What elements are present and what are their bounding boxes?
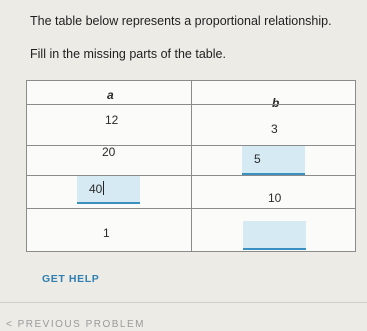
answer-input-b-row-4[interactable] <box>243 221 306 250</box>
column-divider <box>191 81 192 251</box>
previous-problem-link[interactable]: < PREVIOUS PROBLEM <box>6 319 145 330</box>
cell-a-row-4: 1 <box>103 226 110 240</box>
question-line-2: Fill in the missing parts of the table. <box>30 47 226 61</box>
header-a: a <box>107 88 114 102</box>
divider <box>0 302 367 303</box>
table-row-divider <box>27 208 355 209</box>
cell-b-row-3: 10 <box>268 191 282 205</box>
header-b: b <box>272 96 280 110</box>
question-line-1: The table below represents a proportional relationship. <box>30 14 332 28</box>
answer-input-value: 40 <box>89 182 103 196</box>
answer-input-b-row-2[interactable] <box>242 146 305 175</box>
table-row <box>27 104 355 105</box>
answer-input-value: 5 <box>254 152 261 166</box>
text-caret <box>103 181 104 195</box>
get-help-link[interactable]: GET HELP <box>42 273 100 285</box>
proportion-table <box>26 80 356 252</box>
cell-a-row-1: 12 <box>105 113 119 127</box>
cell-a-row-2: 20 <box>102 145 116 159</box>
table-row-divider <box>27 145 355 146</box>
cell-b-row-1: 3 <box>271 122 278 136</box>
answer-input-a-row-3[interactable] <box>77 176 140 204</box>
